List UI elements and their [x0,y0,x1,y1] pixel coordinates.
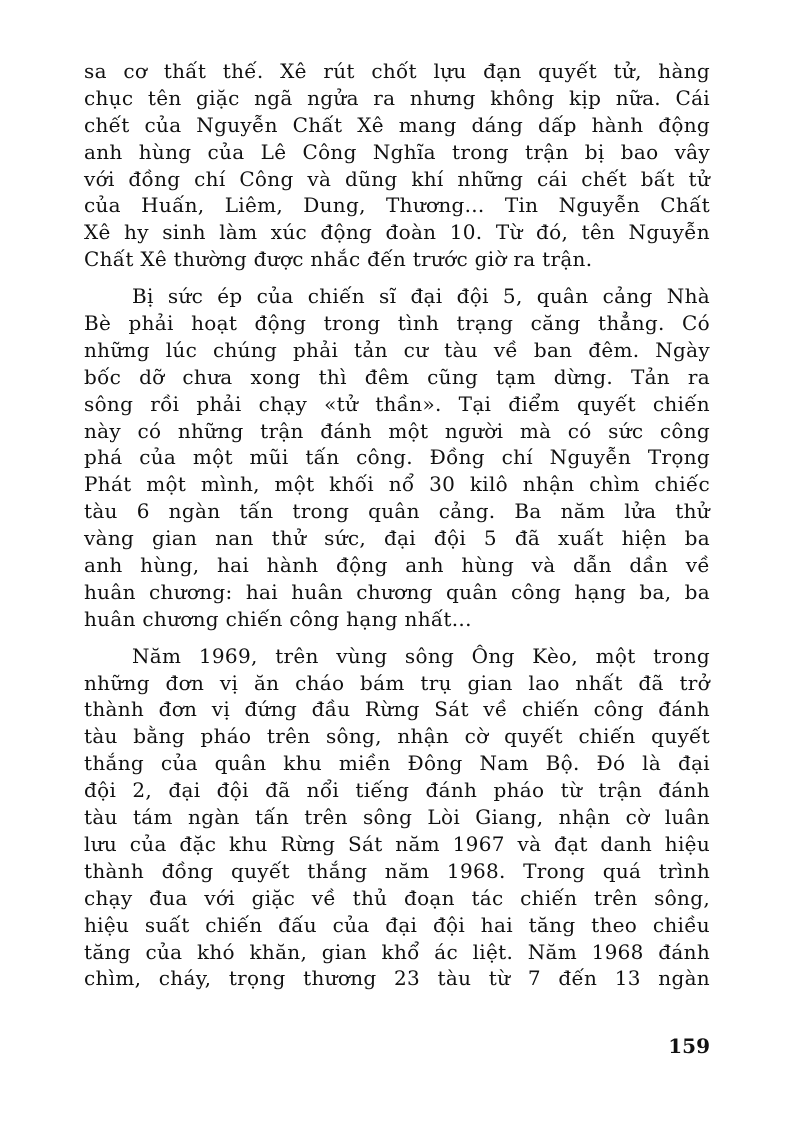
paragraph-1 [84,58,710,273]
text-line: Chất Xê thường được nhắc đến trước giờ ra trận. [84,247,593,272]
text-line: tăng của khó khăn, gian khổ ác liệt. Năm 1968 đánh [84,939,710,964]
text-line: Năm 1969, trên vùng sông Ông Kèo, một trong [132,643,710,668]
text-line: tàu bằng pháo trên sông, nhận cờ quyết chiến quyết [84,724,710,749]
text-line: Phát một mình, một khối nổ 30 kilô nhận chìm chiếc [84,472,710,497]
text-line: tàu tám ngàn tấn trên sông Lòi Giang, nhận cờ luân [84,805,710,830]
paragraph-gap [84,273,710,283]
text-line: huân chương: hai huân chương quân công hạng ba, ba [84,579,710,604]
text-line: thành đơn vị đứng đầu Rừng Sát về chiến công đánh [84,697,710,722]
text-line: những đơn vị ăn cháo bám trụ gian lao nhất đã trở [84,670,710,695]
text-line: tàu 6 ngàn tấn trong quân cảng. Ba năm lửa thử [84,499,710,524]
text-line: bốc dỡ chưa xong thì đêm cũng tạm dừng. Tản ra [84,364,710,389]
text-line: của Huấn, Liêm, Dung, Thương... Tin Nguyễn Chất [84,193,710,218]
paragraph-2 [84,283,710,633]
text-line: anh hùng của Lê Công Nghĩa trong trận bị bao vây [84,139,710,164]
text-line: Bè phải hoạt động trong tình trạng căng thẳng. Có [84,311,710,336]
text-line: phá của một mũi tấn công. Đồng chí Nguyễn Trọng [84,445,710,470]
text-line: chết của Nguyễn Chất Xê mang dáng dấp hành động [84,112,710,137]
text-line: lưu của đặc khu Rừng Sát năm 1967 và đạt danh hiệu [84,831,710,856]
paragraph-3 [84,643,710,993]
text-line: chìm, cháy, trọng thương 23 tàu từ 7 đến 13 ngàn [84,966,710,991]
body-text [84,58,710,992]
text-line: vàng gian nan thử sức, đại đội 5 đã xuất hiện ba [84,526,710,551]
text-line: thắng của quân khu miền Đông Nam Bộ. Đó là đại [84,751,710,776]
text-line: Xê hy sinh làm xúc động đoàn 10. Từ đó, tên Nguyễn [84,220,710,245]
text-line: những lúc chúng phải tản cư tàu về ban đêm. Ngày [84,337,710,362]
text-line: chục tên giặc ngã ngửa ra nhưng không kịp nữa. Cái [84,85,710,110]
page-number: 159 [668,1034,710,1058]
text-line: với đồng chí Công và dũng khí những cái chết bất tử [84,166,710,191]
text-line: chạy đua với giặc về thủ đoạn tác chiến trên sông, [84,885,710,910]
text-line: Bị sức ép của chiến sĩ đại đội 5, quân cảng Nhà [132,284,710,309]
text-line: thành đồng quyết thắng năm 1968. Trong quá trình [84,858,710,883]
text-line: anh hùng, hai hành động anh hùng và dẫn dần về [84,553,710,578]
text-line: này có những trận đánh một người mà có sức công [84,418,710,443]
text-line: huân chương chiến công hạng nhất... [84,606,472,631]
text-line: hiệu suất chiến đấu của đại đội hai tăng theo chiều [84,912,710,937]
paragraph-gap [84,633,710,643]
text-line: sa cơ thất thế. Xê rút chốt lựu đạn quyết tử, hàng [84,59,710,83]
text-line: sông rồi phải chạy «tử thần». Tại điểm quyết chiến [84,391,710,416]
text-line: đội 2, đại đội đã nổi tiếng đánh pháo từ trận đánh [84,778,710,803]
